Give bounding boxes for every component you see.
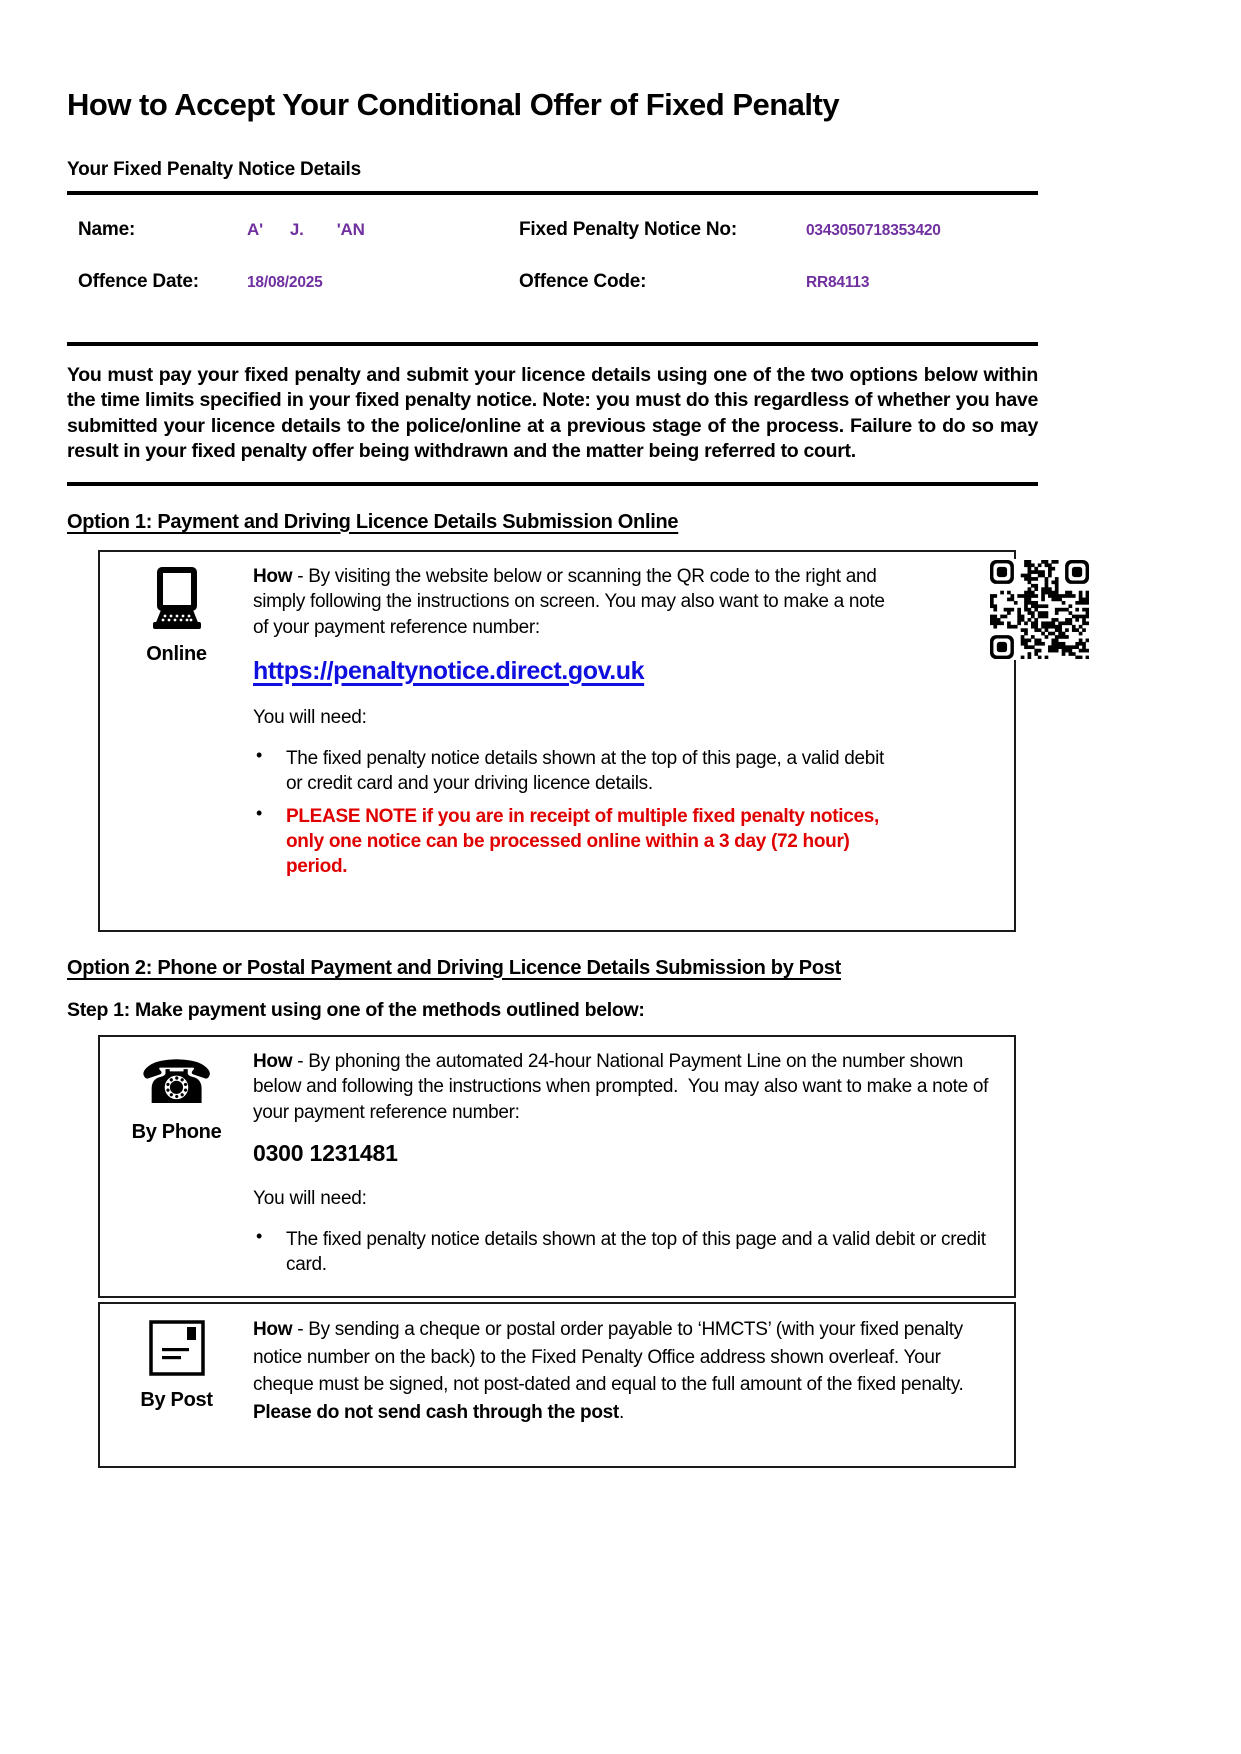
letter-icon xyxy=(100,1319,253,1382)
phone-method-content xyxy=(253,1047,1014,1286)
page-title: How to Accept Your Conditional Offer of Fixed Penalty xyxy=(67,87,840,122)
list-item-text: The fixed penalty notice details shown at the top of this page and a valid debit or credit card. xyxy=(286,1229,986,1276)
divider-rule xyxy=(67,482,1038,486)
option2-heading: Option 2: Phone or Postal Payment and Driving Licence Details Submission by Post xyxy=(67,956,841,979)
offence-date-label: Offence Date: xyxy=(78,270,199,292)
payment-instructions-paragraph: You must pay your fixed penalty and submit your licence details using one of the two options below within the time limits specified in your fixed penalty notice. Note: you must do this regardless of whether you have submitted your licence details to the police/online at a previous stage of the process. Failure to do so may result in your fixed penalty offer being withdrawn and the matter being referred to court. xyxy=(67,363,1038,463)
phone-payment-box xyxy=(98,1035,1016,1299)
name-value xyxy=(247,220,519,240)
offence-code-value: RR84113 xyxy=(806,273,870,291)
option1-heading: Option 1: Payment and Driving Licence Details Submission Online xyxy=(67,510,679,533)
name-fragment: J. xyxy=(289,219,304,239)
qr-code-icon xyxy=(989,559,1090,660)
post-payment-box xyxy=(98,1302,1016,1468)
divider-rule xyxy=(67,342,1038,346)
list-item xyxy=(253,746,885,796)
payment-website-link[interactable]: https://penaltynotice.direct.gov.uk xyxy=(253,657,645,686)
bullet-icon: • xyxy=(256,745,263,766)
how-word: How xyxy=(253,565,293,587)
phone-method-label: By Phone xyxy=(131,1120,222,1143)
fpn-number-label: Fixed Penalty Notice No: xyxy=(519,218,737,240)
post-method-label: By Post xyxy=(140,1389,213,1412)
warning-text: PLEASE NOTE if you are in receipt of multiple fixed penalty notices, only one notice can be processed online within a 3 day (72 hour) period. xyxy=(286,806,880,878)
how-word: How xyxy=(253,1050,293,1072)
post-how-text: How - By sending a cheque or postal order payable to ‘HMCTS’ (with your fixed penalty notice number on the back) to the Fixed Penalty Office address shown overleaf. Your cheque must be signed, not post-dated and equal to the full amount of the fixed penalty. Please do not send cash through the post. xyxy=(253,1319,969,1423)
bullet-icon: • xyxy=(256,803,263,824)
table-row xyxy=(78,219,1038,241)
table-row xyxy=(78,271,1038,293)
list-item xyxy=(253,1227,1014,1277)
name-fragment: 'AN xyxy=(336,219,365,239)
payment-phone-number: 0300 1231481 xyxy=(253,1140,398,1167)
name-label: Name: xyxy=(78,218,136,240)
name-fragment: A' xyxy=(247,219,263,239)
laptop-icon xyxy=(100,567,253,636)
online-method-label: Online xyxy=(146,642,207,665)
online-method-column xyxy=(100,562,253,919)
online-how-text: How - By visiting the website below or scanning the QR code to the right and simply following the instructions on screen. You may also want to make a note of your payment reference number: xyxy=(253,565,885,638)
bullet-icon: • xyxy=(256,1226,263,1247)
telephone-icon: ☎ xyxy=(139,1048,214,1116)
details-section-heading: Your Fixed Penalty Notice Details xyxy=(67,158,361,180)
phone-how-text: How - By phoning the automated 24-hour National Payment Line on the number shown below and following the instructions when prompted. You may also want to make a note of your payment reference number: xyxy=(253,1050,989,1123)
list-item-text: The fixed penalty notice details shown at the top of this page, a valid debit or credit card and your driving licence details. xyxy=(286,748,884,795)
phone-requirements-list xyxy=(253,1227,1014,1277)
phone-you-will-need: You will need: xyxy=(253,1188,367,1210)
online-method-content xyxy=(253,562,885,919)
payment-url-line xyxy=(253,657,885,686)
post-method-column xyxy=(100,1314,253,1455)
fpn-number-value: 0343050718353420 xyxy=(806,221,941,239)
online-payment-box xyxy=(98,550,1016,932)
online-requirements-list xyxy=(253,746,885,879)
offence-code-label: Offence Code: xyxy=(519,270,647,292)
step1-heading: Step 1: Make payment using one of the methods outlined below: xyxy=(67,998,645,1021)
how-word: How xyxy=(253,1319,293,1341)
fpn-details-table xyxy=(67,195,1038,342)
phone-method-column xyxy=(100,1047,253,1286)
offence-date-value: 18/08/2025 xyxy=(247,273,323,291)
list-item-warning xyxy=(253,804,885,879)
online-you-will-need: You will need: xyxy=(253,707,367,729)
post-method-content xyxy=(253,1314,1005,1455)
no-cash-warning: Please do not send cash through the post xyxy=(253,1401,619,1423)
